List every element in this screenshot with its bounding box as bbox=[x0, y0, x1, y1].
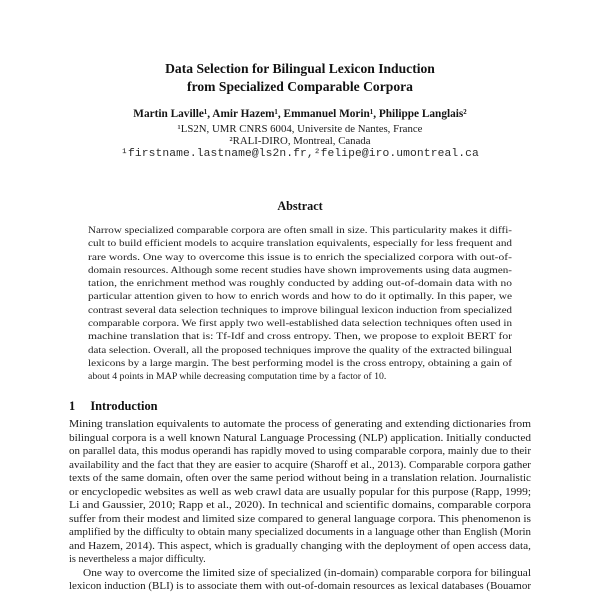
text-line: bilingual corpora is a well known Natural Language Processing (NLP) application. Initially conducted bbox=[69, 432, 531, 444]
paper-title bbox=[0, 60, 600, 95]
section-number: 1 bbox=[69, 399, 76, 413]
text-line: texts of the same domain, often over the same period without being in a translation relation. Journalistic bbox=[69, 473, 531, 484]
email-line: ¹firstname.lastname@ls2n.fr,²felipe@iro.umontreal.ca bbox=[121, 148, 479, 160]
text-line: domain resources. Although some recent studies have shown improvements using data augmen- bbox=[88, 264, 512, 276]
text-line: tation, the enrichment method was roughly conducted by adding out-of-domain data with no bbox=[88, 278, 512, 290]
paper-title-line1: Data Selection for Bilingual Lexicon Induction bbox=[165, 61, 435, 76]
text-line: and Hazem, 2014). This aspect, which is gradually changing with the deployment of open access data, bbox=[69, 540, 531, 552]
text-line: on parallel data, this modus operandi has rapidly moved to using comparable corpora, mainly due to their bbox=[69, 446, 531, 457]
affiliation-line-1: ¹LS2N, UMR CNRS 6004, Universite de Nantes, France bbox=[177, 122, 423, 135]
text-line: lexicon induction (BLI) is to associate them with out-of-domain resources as lexical databases (Bouamor bbox=[69, 581, 531, 592]
text-line: availability and the fact that they are easier to acquire (Sharoff et al., 2013). Comparable corpora gather bbox=[69, 459, 531, 471]
authors-line: Martin Laville¹, Amir Hazem¹, Emmanuel Morin¹, Philippe Langlais² bbox=[133, 108, 467, 120]
text-line: Narrow specialized comparable corpora are often small in size. This particularity makes it diffi- bbox=[88, 225, 512, 236]
text-line: data selection. Overall, all the proposed techniques improve the quality of the extracted bilingual bbox=[88, 344, 512, 356]
text-line: amplified by the difficulty to obtain many specialized documents in a language other than English (Morin bbox=[69, 527, 531, 538]
abstract-text bbox=[88, 224, 512, 384]
text-line: or encyclopedic websites as well as web crawl data are usually popular for this purpose (Rapp, 1999; bbox=[69, 486, 531, 498]
text-line: suffer from their modest and limited size compared to general language corpora. This phenomenon is bbox=[69, 513, 531, 525]
text-line: Li and Gaussier, 2010; Rapp et al., 2020). In technical and scientific domains, comparable corpora bbox=[69, 500, 531, 511]
introduction-text bbox=[69, 418, 531, 594]
affiliation-line-2: ²RALI-DIRO, Montreal, Canada bbox=[229, 135, 371, 148]
text-line: lexicons by a large margin. The best performing model is the cross entropy, obtaining a gain of bbox=[88, 357, 512, 369]
text-line: contrast several data selection techniques to improve bilingual lexicon induction from specialized bbox=[88, 304, 512, 316]
text-line: particular attention given to how to enrich words and how to do it optimally. In this paper, we bbox=[88, 291, 512, 303]
text-line: cult to build efficient models to acquire translation equivalents, especially for less frequent and bbox=[88, 238, 512, 250]
text-line: Mining translation equivalents to automate the process of generating and extending dictionaries from bbox=[69, 419, 531, 430]
text-line: comparable corpora. We first apply two well-established data selection techniques often used in bbox=[88, 318, 512, 330]
text-line: rare words. One way to overcome this issue is to enrich the specialized corpora with out-of- bbox=[88, 251, 512, 263]
text-line: about 4 points in MAP while decreasing computation time by a factor of 10. bbox=[88, 371, 387, 383]
text-line: One way to overcome the limited size of specialized (in-domain) comparable corpora for bilingual bbox=[83, 567, 531, 579]
abstract-heading: Abstract bbox=[277, 199, 323, 213]
section-heading-introduction bbox=[69, 399, 158, 414]
affiliations bbox=[0, 123, 600, 149]
paper-title-line2: from Specialized Comparable Corpora bbox=[187, 78, 413, 94]
text-line: is nevertheless a major difficulty. bbox=[69, 554, 206, 565]
section-title: Introduction bbox=[90, 399, 158, 413]
text-line: machine translation that is: Tf-Idf and cross entropy. Then, we propose to exploit BERT for bbox=[88, 331, 512, 343]
